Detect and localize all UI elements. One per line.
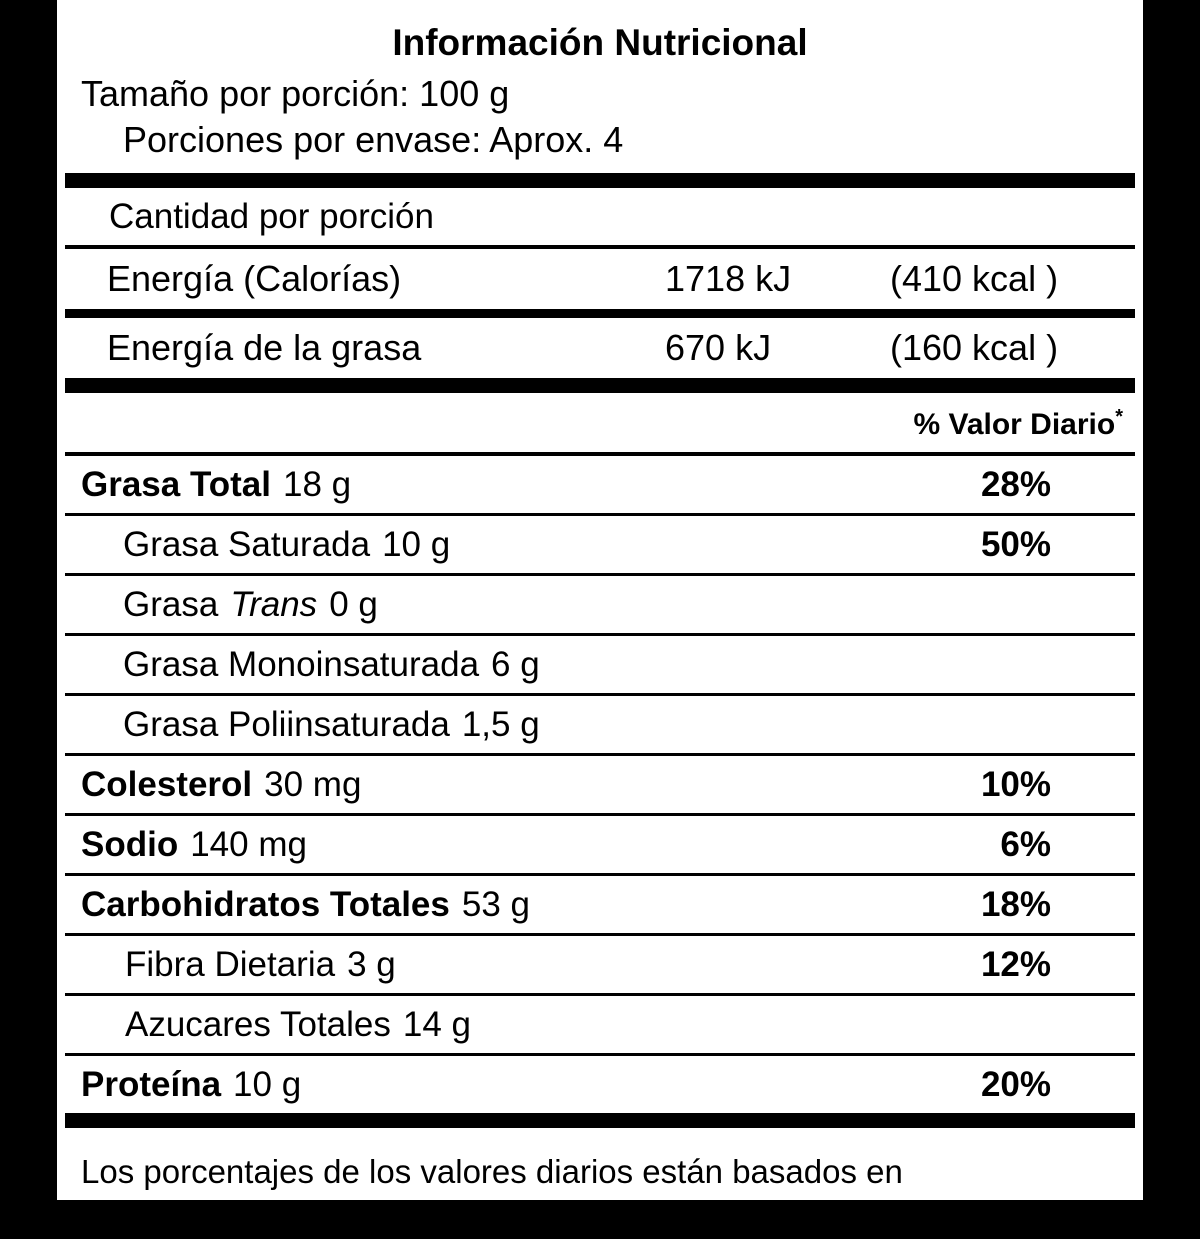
divider-thick-2 xyxy=(65,378,1135,393)
nutrient-name-italic: Trans xyxy=(230,585,318,625)
nutrient-amount: 53 g xyxy=(461,885,530,925)
daily-value-header xyxy=(65,393,1135,452)
nutrient-dv: 20% xyxy=(980,1065,1051,1105)
nutrient-dv: 10% xyxy=(980,765,1051,805)
nutrient-name: Fibra Dietaria xyxy=(125,945,336,985)
table-row-fibra-dietaria xyxy=(65,936,1135,993)
energy-row xyxy=(65,249,1135,309)
divider-thick-1 xyxy=(65,173,1135,188)
divider-thick-3 xyxy=(65,1113,1135,1128)
nutrient-dv: 6% xyxy=(1000,825,1051,865)
amount-per-serving: Cantidad por porción xyxy=(109,197,434,237)
table-row-grasa-saturada xyxy=(65,516,1135,573)
nutrient-name: Sodio xyxy=(81,825,179,865)
energy-kj: 1718 kJ xyxy=(665,258,792,300)
nutrient-name: Grasa Saturada xyxy=(123,525,371,565)
nutrition-facts-inner xyxy=(65,0,1135,1235)
footnote-line-2: una dieta de 8380 kJ (2 000 kilo calorías) xyxy=(81,1197,685,1235)
daily-value-header-text: % Valor Diario xyxy=(913,408,1116,442)
divider-med-1 xyxy=(65,309,1135,318)
serving-info xyxy=(65,71,1135,173)
energy-label: Energía (Calorías) xyxy=(107,258,402,300)
energy-from-fat-row xyxy=(65,318,1135,378)
energy-fat-label: Energía de la grasa xyxy=(107,327,422,369)
table-row-grasa-monoinsaturada xyxy=(65,636,1135,693)
nutrient-amount: 14 g xyxy=(402,1005,472,1045)
nutrient-name: Proteína xyxy=(81,1065,222,1105)
energy-kcal: (410 kcal ) xyxy=(890,258,1059,300)
nutrient-amount: 18 g xyxy=(282,465,352,505)
nutrition-facts-panel xyxy=(57,0,1143,1235)
nutrient-amount: 1,5 g xyxy=(461,705,540,745)
table-row-proteina xyxy=(65,1056,1135,1113)
nutrient-dv: 50% xyxy=(980,525,1051,565)
page-title: Información Nutricional xyxy=(392,22,808,63)
nutrient-dv: 12% xyxy=(980,945,1051,985)
nutrient-name: Grasa Monoinsaturada xyxy=(123,645,480,685)
table-row-grasa-trans xyxy=(65,576,1135,633)
nutrient-name: Carbohidratos Totales xyxy=(81,885,450,925)
table-row-azucares-totales xyxy=(65,996,1135,1053)
table-row-sodio xyxy=(65,816,1135,873)
nutrient-name: Grasa Total xyxy=(81,465,271,505)
nutrient-dv: 18% xyxy=(980,885,1051,925)
footnote-line-1: Los porcentajes de los valores diarios están basados en xyxy=(81,1153,903,1191)
nutrient-dv: 28% xyxy=(980,465,1051,505)
nutrient-name: Colesterol xyxy=(81,765,253,805)
nutrient-amount: 140 mg xyxy=(190,825,307,865)
nutrient-amount: 30 mg xyxy=(264,765,362,805)
nutrient-name: Azucares Totales xyxy=(125,1005,391,1045)
nutrient-name: Grasa Poliinsaturada xyxy=(123,705,450,745)
nutrient-amount: 0 g xyxy=(329,585,378,625)
table-row-grasa-poliinsaturada xyxy=(65,696,1135,753)
servings-per-container: Porciones por envase: Aprox. 4 xyxy=(123,119,624,161)
footnote xyxy=(65,1128,1135,1239)
nutrient-amount: 6 g xyxy=(491,645,540,685)
energy-fat-kcal: (160 kcal ) xyxy=(890,327,1059,369)
serving-size: Tamaño por porción: 100 g xyxy=(81,73,510,114)
table-row-colesterol xyxy=(65,756,1135,813)
energy-fat-kj: 670 kJ xyxy=(665,327,772,369)
table-row-grasa-total xyxy=(65,456,1135,513)
nutrient-name: Grasa xyxy=(123,585,219,625)
nutrient-amount: 10 g xyxy=(233,1065,302,1105)
nutrient-amount: 3 g xyxy=(347,945,396,985)
nutrient-amount: 10 g xyxy=(382,525,451,565)
table-row-carbohidratos-totales xyxy=(65,876,1135,933)
daily-value-asterisk: * xyxy=(1115,406,1123,429)
